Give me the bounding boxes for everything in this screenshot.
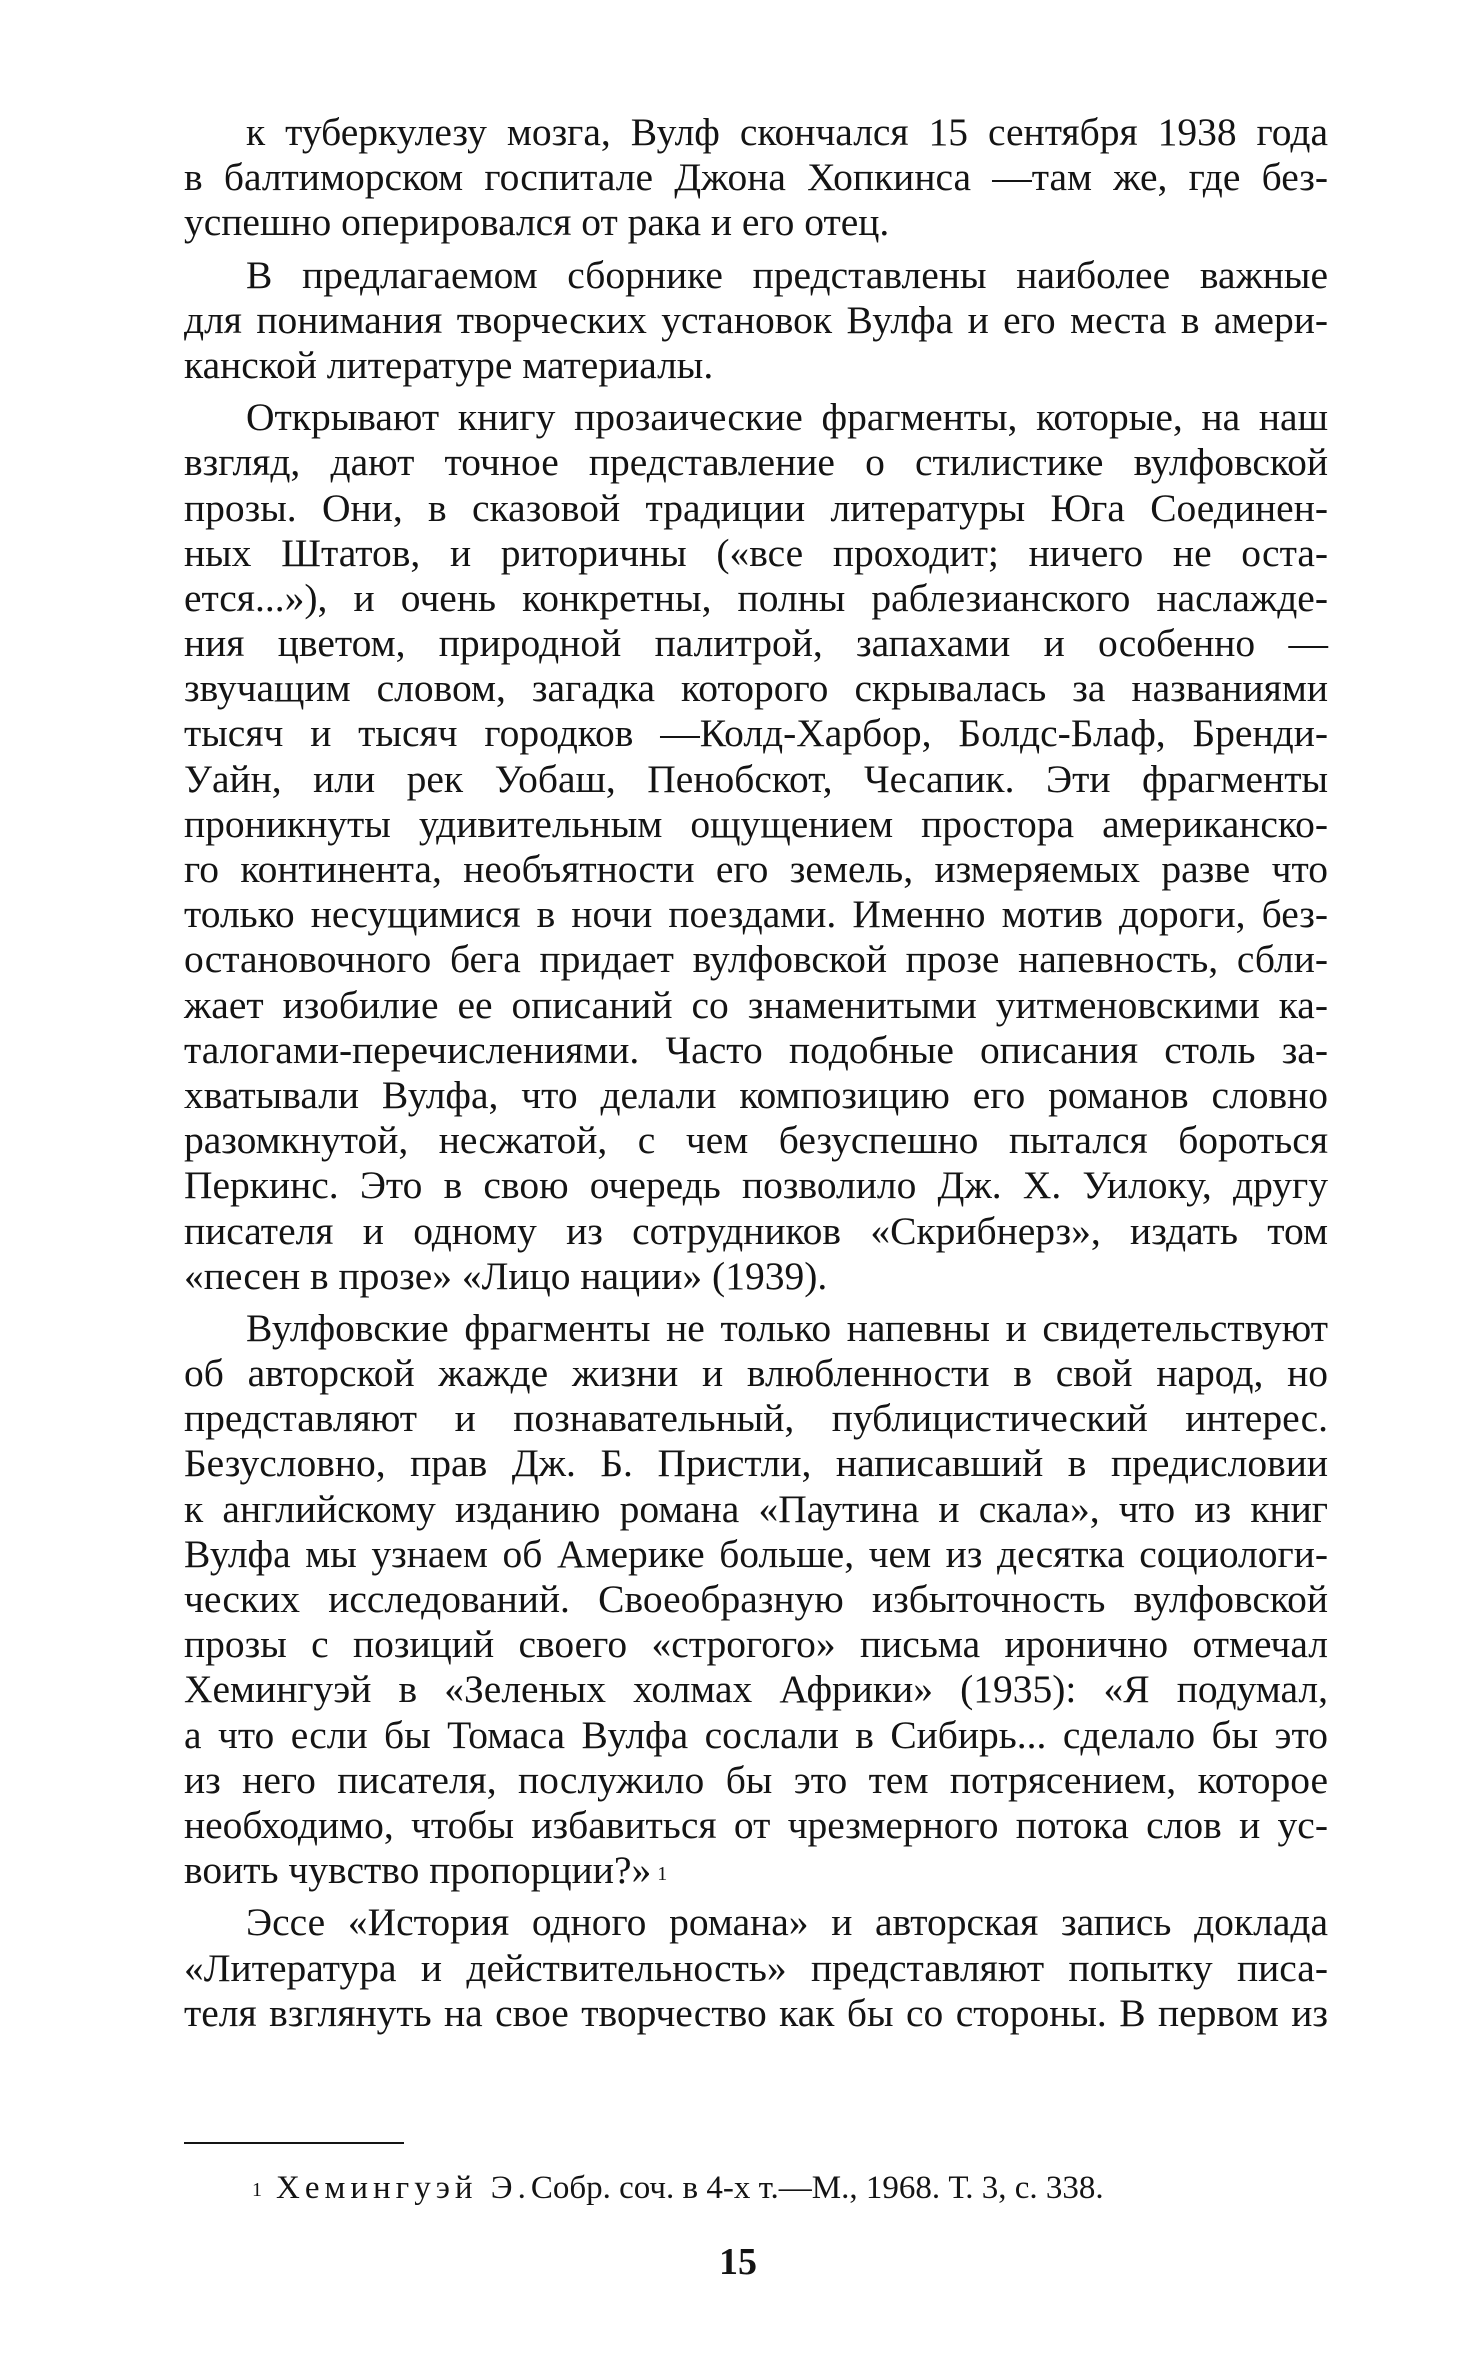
text-line: Открывают книгу прозаические фрагменты, которые, на наш: [246, 395, 1328, 440]
footnote: [252, 2168, 1104, 2208]
text-line: разомкнутой, несжатой, с чем безуспешно пытался бороться: [184, 1118, 1328, 1163]
text-line: взгляд, дают точное представление о стилистике вулфовской: [184, 440, 1328, 485]
paragraph-gap: [184, 1893, 1328, 1900]
text-line: воить чувство пропорции?» $^1$: [184, 1848, 668, 1893]
footnote-mark: 1: [252, 2179, 262, 2201]
text-line: Эссе «История одного романа» и авторская запись доклада: [246, 1900, 1328, 1945]
text-line: «песен в прозе» «Лицо нации» (1939).: [184, 1253, 828, 1298]
text-line: го континента, необъятности его земель, измеряемых разве что: [184, 847, 1328, 891]
text-line: проникнуты удивительным ощущением простора американско-: [184, 801, 1328, 846]
text-line: остановочного бега придает вулфовской прозе напевность, сбли-: [184, 937, 1328, 982]
text-line: для понимания творческих установок Вулфа и его места в амери-: [184, 297, 1328, 342]
footnote-separator: [184, 2142, 404, 2144]
text-line: из него писателя, послужило бы это тем потрясением, которое: [184, 1757, 1328, 1802]
footnote-reference: 1: [657, 1863, 668, 1886]
text-line: ется...»), и очень конкретны, полны раблезианского наслажде-: [184, 575, 1328, 620]
paragraph: [184, 1900, 1328, 2036]
paragraph: [184, 395, 1328, 1299]
text-line: успешно оперировался от рака и его отец.: [184, 200, 890, 245]
paragraph-gap: [184, 388, 1328, 395]
text-line: В предлагаемом сборнике представлены наиболее важные: [246, 252, 1328, 297]
text-line: Вулфовские фрагменты не только напевны и свидетельствуют: [246, 1305, 1328, 1350]
text-line: ческих исследований. Своеобразную избыточность вулфовской: [184, 1577, 1328, 1621]
text-line: Хемингуэй в «Зеленых холмах Африки» (1935): «Я подумал,: [184, 1667, 1328, 1712]
text-line: писателя и одному из сотрудников «Скрибнерз», издать том: [184, 1208, 1328, 1253]
paragraph: [184, 253, 1328, 389]
text-line: хватывали Вулфа, что делали композицию его романов словно: [184, 1072, 1328, 1117]
text-line: ных Штатов, и риторичны («все проходит; ничего не оста-: [184, 530, 1328, 575]
paragraph: [184, 1306, 1328, 1893]
text-line: жает изобилие ее описаний со знаменитыми уитменовскими ка-: [184, 982, 1328, 1027]
text-line: Перкинс. Это в свою очередь позволило Дж. X. Уилоку, другу: [184, 1163, 1328, 1208]
text-line: «Литература и действительность» представляют попытку писа-: [184, 1945, 1328, 1990]
text-line: к английскому изданию романа «Паутина и скала», что из книг: [184, 1486, 1328, 1531]
text-line: а что если бы Томаса Вулфа сослали в Сибирь... сделало бы это: [184, 1712, 1328, 1757]
body-text: [184, 110, 1328, 2036]
text-line: необходимо, чтобы избавиться от чрезмерного потока слов и ус-: [184, 1802, 1328, 1847]
paragraph-gap: [184, 246, 1328, 253]
text-line: ния цветом, природной палитрой, запахами и особенно —: [184, 621, 1328, 666]
text-line: Уайн, или рек Уобаш, Пенобскот, Чесапик. Эти фрагменты: [184, 756, 1328, 801]
text-line: тысяч и тысяч городков —Колд-Харбор, Болдс-Блаф, Бренди-: [184, 711, 1328, 756]
text-line: талогами-перечислениями. Часто подобные описания столь за-: [184, 1027, 1328, 1072]
text-line: Вулфа мы узнаем об Америке больше, чем из десятка социологи-: [184, 1531, 1328, 1576]
footnote-text: Собр. соч. в 4-х т.—М., 1968. Т. 3, с. 338.: [530, 2170, 1104, 2206]
text-line: прозы. Они, в сказовой традиции литературы Юга Соединен-: [184, 485, 1328, 530]
text-line: к туберкулезу мозга, Вулф скончался 15 сентября 1938 года: [246, 110, 1328, 154]
page-number: 15: [719, 2241, 757, 2283]
paragraph: [184, 110, 1328, 246]
text-line: прозы с позиций своего «строгого» письма иронично отмечал: [184, 1622, 1328, 1667]
footnote-author: Хемингуэй Э.: [276, 2170, 531, 2206]
text-line: Безусловно, прав Дж. Б. Пристли, написавший в предисловии: [184, 1441, 1328, 1486]
text-line: представляют и познавательный, публицистический интерес.: [184, 1396, 1328, 1441]
text-line: только несущимися в ночи поездами. Именно мотив дороги, без-: [184, 892, 1328, 937]
paragraph-gap: [184, 1299, 1328, 1306]
text-line: в балтиморском госпитале Джона Хопкинса —там же, где без-: [184, 155, 1328, 200]
text-line: об авторской жажде жизни и влюбленности в свой народ, но: [184, 1351, 1328, 1396]
text-line: теля взглянуть на свое творчество как бы со стороны. В первом из: [184, 1990, 1328, 2035]
text-line: канской литературе материалы.: [184, 342, 714, 387]
text-line: звучащим словом, загадка которого скрывалась за названиями: [184, 666, 1328, 711]
